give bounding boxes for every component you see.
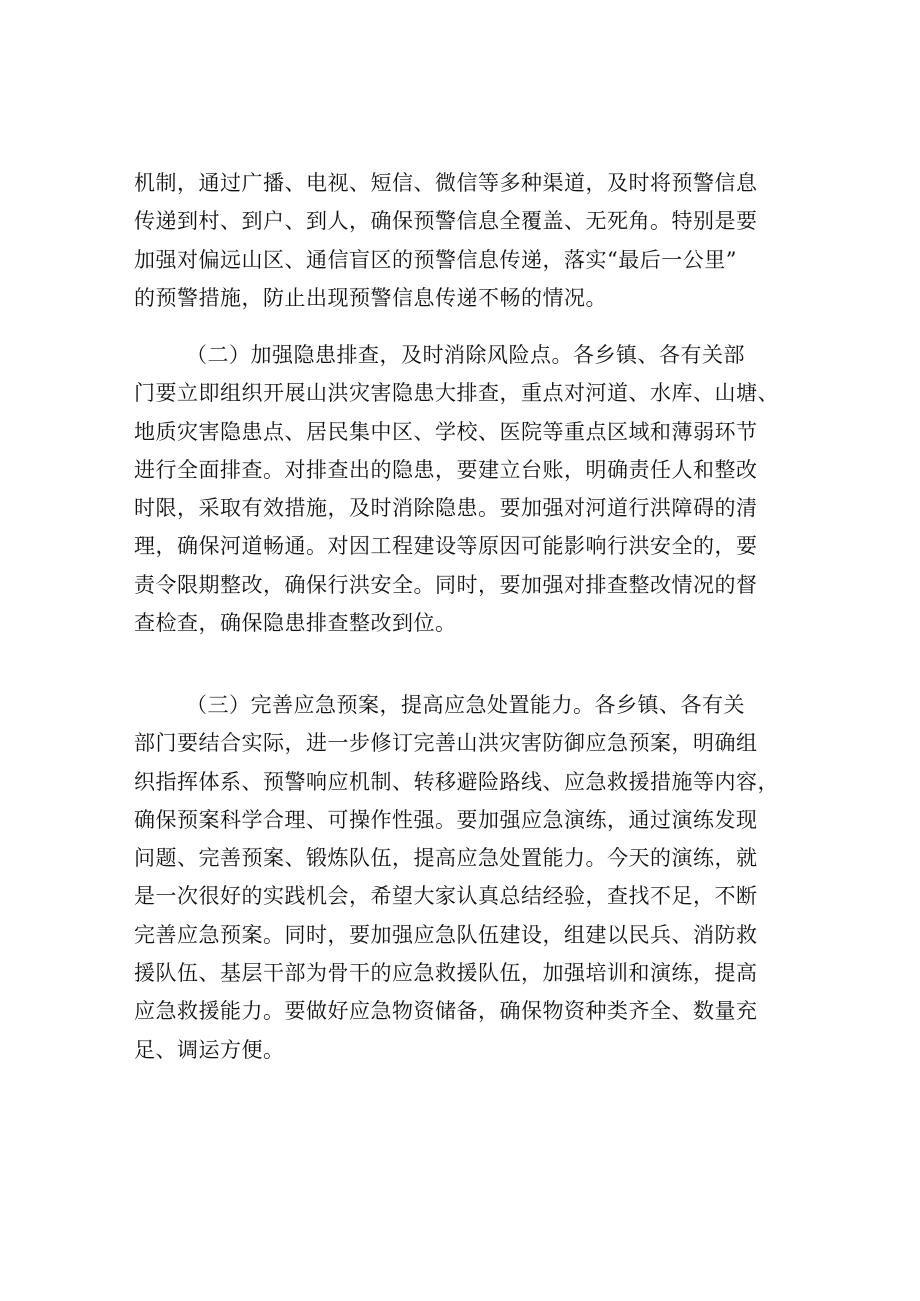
text-line: 部门要结合实际，进一步修订完善山洪灾害防御应急预案，明确组 [134,731,758,756]
text-line: 加强对偏远山区、通信盲区的预警信息传递，落实“最后一公里” [134,247,737,272]
text-line: 织指挥体系、预警响应机制、转移避险路线、应急救援措施等内容， [134,769,779,794]
text-line: 机制，通过广播、电视、短信、微信等多种渠道，及时将预警信息 [134,171,758,195]
text-line: 门要立即组织开展山洪灾害隐患大排查，重点对河道、水库、山塘、 [134,381,779,406]
text-line: 问题、完善预案、锻炼队伍，提高应急处置能力。今天的演练，就 [134,846,758,871]
text-line: 的预警措施，防止出现预警信息传递不畅的情况。 [134,285,607,310]
text-line: 应急救援能力。要做好应急物资储备，确保物资种类齐全、数量充 [134,999,758,1024]
text-line: 地质灾害隐患点、居民集中区、学校、医院等重点区域和薄弱环节 [134,419,758,444]
text-line: （三）完善应急预案，提高应急处置能力。各乡镇、各有关 [186,693,745,717]
paragraph-hazard-inspection [134,336,798,642]
text-line: （二）加强隐患排查，及时消除风险点。各乡镇、各有关部 [186,343,745,367]
text-line: 是一次很好的实践机会，希望大家认真总结经验，查找不足，不断 [134,884,758,909]
text-line: 传递到村、到户、到人，确保预警信息全覆盖、无死角。特别是要 [134,209,758,234]
paragraph-emergency-plan [134,686,798,1069]
text-line: 进行全面排查。对排查出的隐患，要建立台账，明确责任人和整改 [134,457,758,482]
text-line: 责令限期整改，确保行洪安全。同时，要加强对排查整改情况的督 [134,572,758,597]
text-line: 足、调运方便。 [134,1037,285,1062]
text-line: 查检查，确保隐患排查整改到位。 [134,611,457,636]
text-line: 时限，采取有效措施，及时消除隐患。要加强对河道行洪障碍的清 [134,496,758,521]
text-line: 援队伍、基层干部为骨干的应急救援队伍，加强培训和演练，提高 [134,961,758,986]
text-line: 理，确保河道畅通。对因工程建设等原因可能影响行洪安全的，要 [134,534,758,559]
text-line: 完善应急预案。同时，要加强应急队伍建设，组建以民兵、消防救 [134,922,758,947]
paragraph-continuation [134,164,798,317]
text-line: 确保预案科学合理、可操作性强。要加强应急演练，通过演练发现 [134,807,758,832]
